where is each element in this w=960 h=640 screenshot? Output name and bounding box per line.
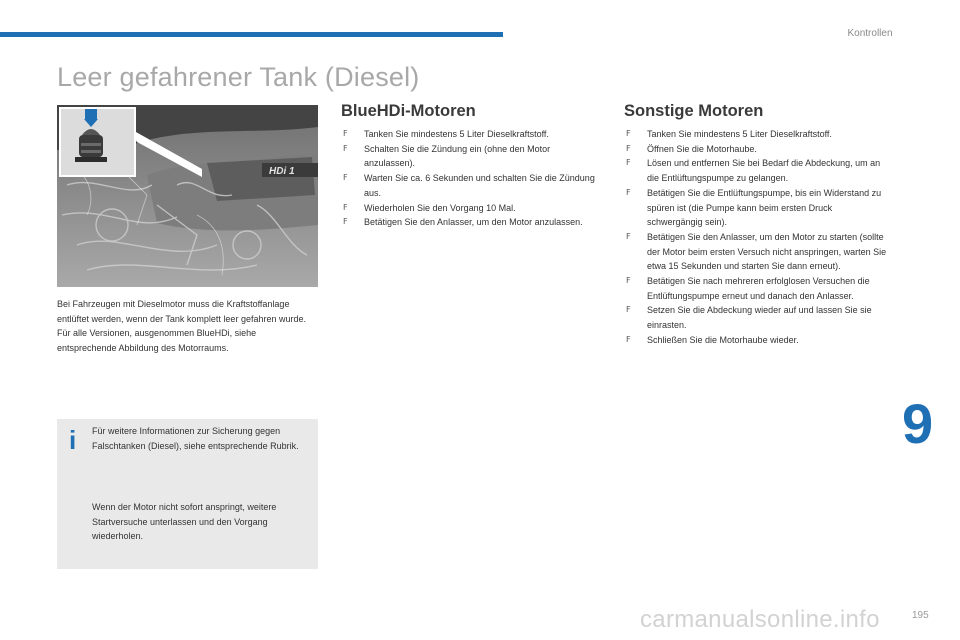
bullet-icon: F — [626, 187, 631, 197]
step-item — [341, 127, 603, 142]
engine-bay-photo — [57, 105, 318, 287]
step-item — [624, 274, 889, 303]
bullet-icon: F — [626, 305, 631, 315]
bullet-icon: F — [626, 158, 631, 168]
step-item — [624, 230, 889, 274]
page-title: Leer gefahrener Tank (Diesel) — [57, 62, 420, 92]
info-paragraph: Wenn der Motor nicht sofort anspringt, weitere Startversuche unterlassen und den Vorgang wiederholen. — [92, 502, 277, 541]
bullet-icon: F — [343, 217, 348, 227]
top-accent-bar — [0, 32, 503, 37]
step-text: Schließen Sie die Motorhaube wieder. — [647, 334, 799, 345]
step-item — [624, 127, 889, 142]
step-text: Tanken Sie mindestens 5 Liter Dieselkraftstoff. — [364, 129, 549, 139]
bullet-icon: F — [626, 276, 631, 286]
intro-paragraph: Für alle Versionen, ausgenommen BlueHDi, siehe entsprechende Abbildung des Motorraums. — [57, 328, 257, 353]
bullet-icon: F — [626, 129, 631, 138]
step-text: Schalten Sie die Zündung ein (ohne den Motor anzulassen). — [364, 143, 551, 169]
step-item — [624, 142, 889, 157]
step-item — [624, 303, 889, 332]
step-text: Betätigen Sie den Anlasser, um den Motor zu starten (sollte der Motor beim ersten Versuch nicht anspringen, warten Sie etwa 15 Sekunden und starten Sie dann erneut). — [647, 231, 887, 272]
page-number: 195 — [912, 610, 929, 621]
step-text: Wiederholen Sie den Vorgang 10 Mal. — [364, 202, 516, 213]
bullet-icon: F — [626, 231, 631, 241]
section-title: Kontrollen — [847, 28, 893, 39]
bullet-icon: F — [343, 143, 348, 153]
info-paragraph: Für weitere Informationen zur Sicherung gegen Falschtanken (Diesel), siehe entsprechende Rubrik. — [92, 426, 299, 451]
info-icon: i — [69, 425, 77, 455]
step-text: Betätigen Sie die Entlüftungspumpe, bis ein Widerstand zu spüren ist (die Pumpe kann beim ersten Druck schwergängig sein). — [647, 187, 882, 228]
step-item — [341, 142, 603, 171]
step-item — [341, 171, 603, 200]
bluehdi-heading: BlueHDi-Motoren — [341, 102, 476, 120]
step-text: Tanken Sie mindestens 5 Liter Dieselkraftstoff. — [647, 129, 832, 139]
watermark: carmanualsonline.info — [640, 606, 880, 633]
step-text: Betätigen Sie den Anlasser, um den Motor anzulassen. — [364, 217, 583, 228]
step-item — [624, 156, 889, 185]
bullet-icon: F — [343, 173, 348, 183]
bullet-icon: F — [343, 129, 348, 138]
step-text: Betätigen Sie nach mehreren erfolglosen Versuchen die Entlüftungspumpe erneut und danach den Anlasser. — [647, 276, 870, 301]
bullet-icon: F — [626, 143, 631, 153]
bullet-icon: F — [626, 334, 631, 344]
info-box — [57, 419, 318, 569]
step-item — [624, 333, 889, 348]
step-item — [624, 186, 889, 230]
intro-paragraph: Bei Fahrzeugen mit Dieselmotor muss die Kraftstoffanlage entlüftet werden, wenn der Tank komplett leer gefahren wurde. — [57, 299, 306, 324]
intro-text — [57, 297, 307, 355]
step-text: Setzen Sie die Abdeckung wieder auf und lassen Sie sie einrasten. — [647, 305, 872, 331]
step-text: Lösen und entfernen Sie bei Bedarf die Abdeckung, um an die Entlüftungspumpe zu gelangen. — [647, 158, 881, 184]
step-item — [341, 201, 603, 216]
step-item — [341, 215, 603, 230]
bluehdi-steps — [341, 127, 603, 230]
engine-badge-text: HDi 1 — [269, 166, 295, 177]
other-engines-steps — [624, 127, 889, 348]
step-text: Öffnen Sie die Motorhaube. — [647, 143, 757, 154]
bullet-icon: F — [343, 202, 348, 212]
other-engines-heading: Sonstige Motoren — [624, 102, 764, 120]
chapter-number: 9 — [902, 392, 934, 455]
step-text: Warten Sie ca. 6 Sekunden und schalten Sie die Zündung aus. — [364, 173, 595, 198]
